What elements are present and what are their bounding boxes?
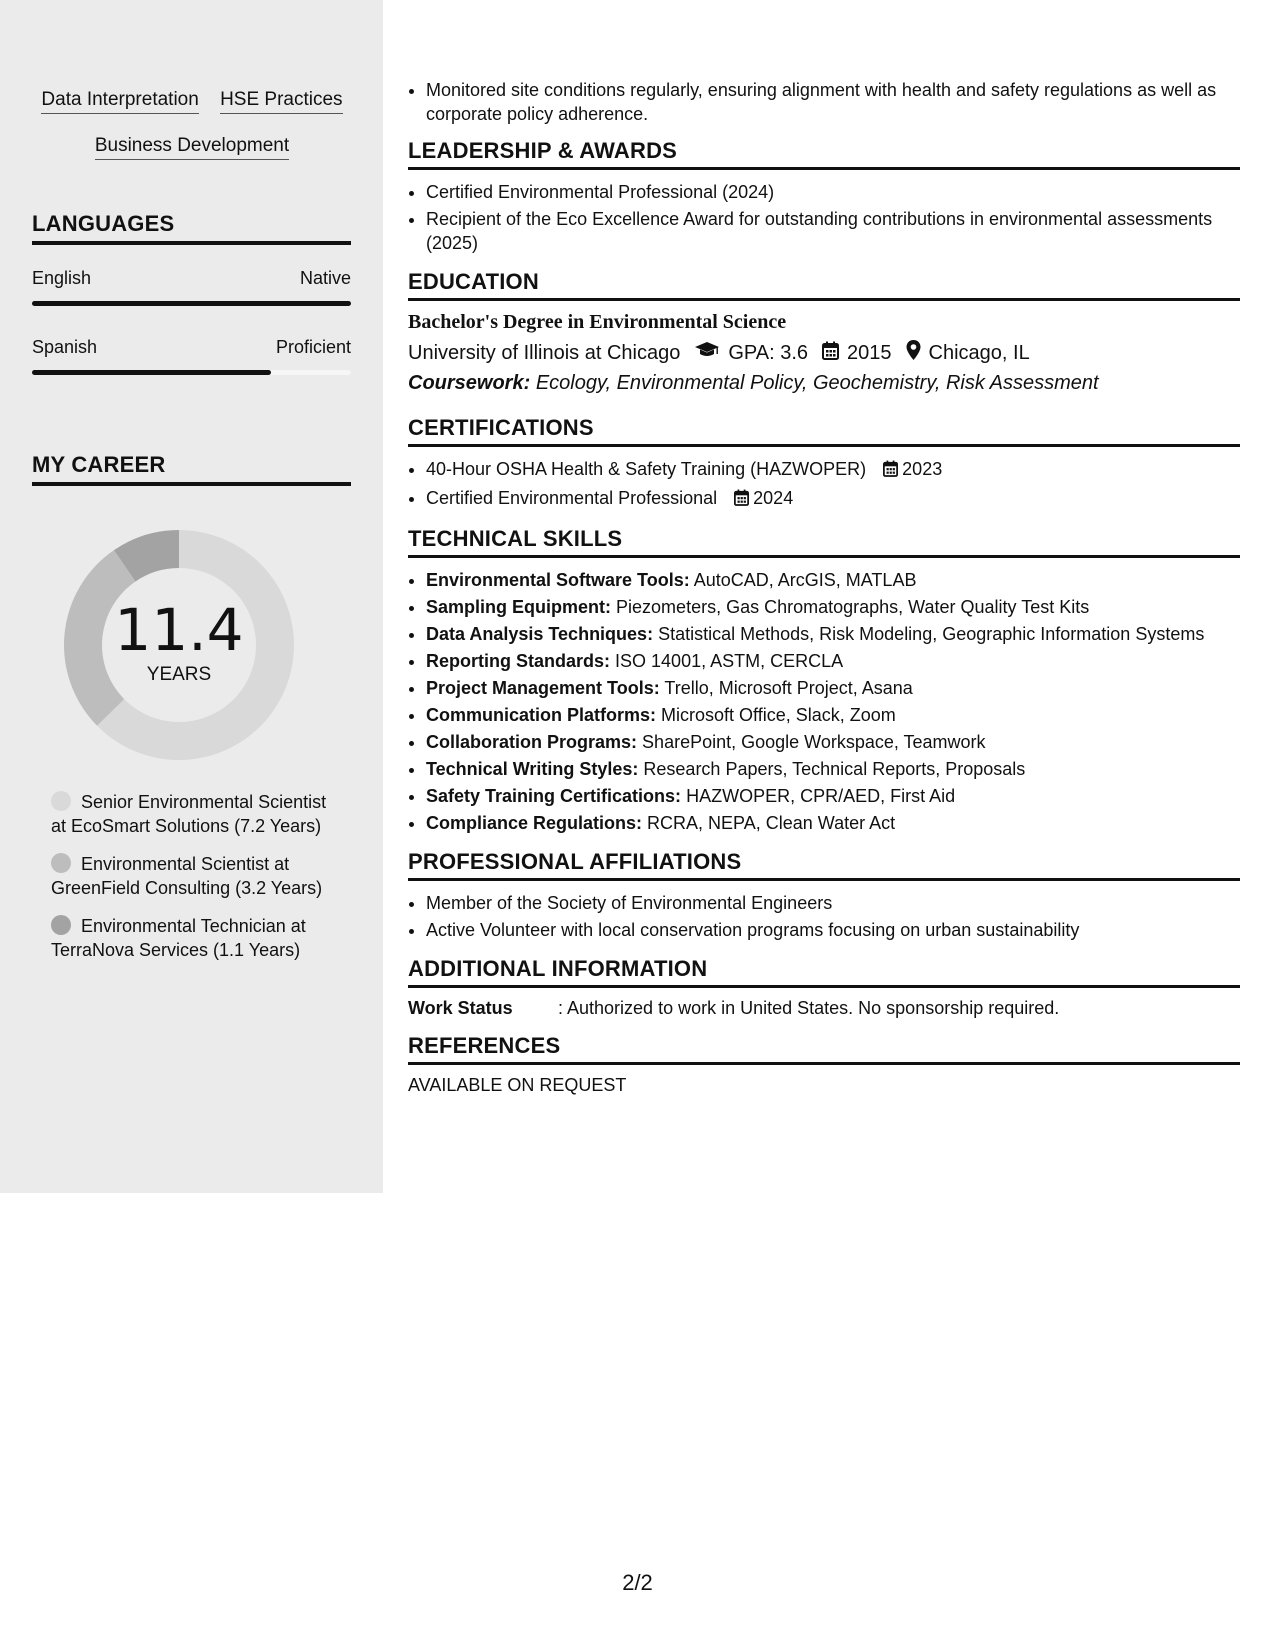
graduation-cap-icon <box>694 341 720 365</box>
calendar-icon <box>822 341 839 366</box>
legend-dot <box>51 853 71 873</box>
skill-label: Compliance Regulations: <box>426 813 643 833</box>
skill-label: Environmental Software Tools: <box>426 570 690 590</box>
education-degree: Bachelor's Degree in Environmental Science <box>408 311 787 333</box>
sidebar <box>0 0 383 1193</box>
page-number: 2/2 <box>622 1570 653 1595</box>
skill-value: RCRA, NEPA, Clean Water Act <box>647 813 896 833</box>
language-bar <box>32 370 351 375</box>
technical-skill <box>426 703 1240 727</box>
language-bar-fill <box>32 301 351 306</box>
language-name: English <box>32 268 92 288</box>
skill-value: AutoCAD, ArcGIS, MATLAB <box>693 570 917 590</box>
skill-value: Trello, Microsoft Project, Asana <box>664 678 913 698</box>
technical-skill <box>426 676 1240 700</box>
skill-value: Piezometers, Gas Chromatographs, Water Quality Test Kits <box>616 597 1090 617</box>
skill-value: Statistical Methods, Risk Modeling, Geographic Information Systems <box>658 624 1205 644</box>
calendar-icon <box>883 459 898 483</box>
skills-tags <box>32 88 352 180</box>
education-heading: EDUCATION <box>408 269 1240 301</box>
career-item <box>51 914 341 962</box>
technical-skill <box>426 622 1240 646</box>
skill-tag: HSE Practices <box>220 88 342 114</box>
skill-label: Reporting Standards: <box>426 651 611 671</box>
skill-label: Safety Training Certifications: <box>426 786 682 806</box>
language-english <box>32 268 351 306</box>
technical-skill <box>426 757 1240 781</box>
career-list <box>51 790 341 976</box>
career-item-label: Environmental Scientist at GreenField Consulting (3.2 Years) <box>51 854 323 898</box>
skill-label: Data Analysis Techniques: <box>426 624 654 644</box>
skill-value: Microsoft Office, Slack, Zoom <box>661 705 896 725</box>
technical-skill <box>426 595 1240 619</box>
language-level: Native <box>299 268 351 288</box>
skill-label: Technical Writing Styles: <box>426 759 639 779</box>
work-status-value: : Authorized to work in United States. No sponsorship required. <box>558 998 1060 1018</box>
skill-value: Research Papers, Technical Reports, Proposals <box>643 759 1026 779</box>
references-text: AVAILABLE ON REQUEST <box>408 1075 627 1095</box>
skill-label: Sampling Equipment: <box>426 597 612 617</box>
map-pin-icon <box>906 340 921 366</box>
skill-value: ISO 14001, ASTM, CERCLA <box>615 651 844 671</box>
affiliation-item: • Active Volunteer with local conservation programs focusing on urban sustainability <box>426 918 1240 942</box>
affiliation-item: • Member of the Society of Environmental Engineers <box>426 891 1240 915</box>
legend-dot <box>51 791 71 811</box>
calendar-icon <box>734 488 749 512</box>
references-heading: REFERENCES <box>408 1033 1240 1065</box>
career-item-label: Senior Environmental Scientist at EcoSmart Solutions (7.2 Years) <box>51 792 327 836</box>
work-status <box>408 998 1240 1019</box>
certification-item <box>426 457 1240 483</box>
experience-bullet: • Monitored site conditions regularly, ensuring alignment with health and safety regulations as well as corporate policy adherence. <box>426 78 1240 126</box>
affiliations-heading: PROFESSIONAL AFFILIATIONS <box>408 849 1240 881</box>
certification-name: Certified Environmental Professional <box>426 488 718 508</box>
technical-skill <box>426 784 1240 808</box>
language-spanish <box>32 337 351 375</box>
career-unit: YEARS <box>146 664 212 685</box>
skill-tag: Business Development <box>95 134 289 160</box>
leadership-item: • Certified Environmental Professional (2024) <box>426 180 1240 204</box>
skill-value: HAZWOPER, CPR/AED, First Aid <box>686 786 956 806</box>
language-name: Spanish <box>32 337 98 357</box>
career-heading: MY CAREER <box>32 452 351 486</box>
technical-skill <box>426 730 1240 754</box>
coursework-label: Coursework: <box>408 372 531 394</box>
technical-skill <box>426 649 1240 673</box>
career-item-label: Environmental Technician at TerraNova Services (1.1 Years) <box>51 916 306 960</box>
technical-skill <box>426 568 1240 592</box>
skill-label: Collaboration Programs: <box>426 732 638 752</box>
certification-year: 2024 <box>753 488 794 508</box>
technical-skill <box>426 811 1240 835</box>
certification-item <box>426 486 1240 512</box>
skill-label: Project Management Tools: <box>426 678 660 698</box>
education-school: University of Illinois at Chicago <box>408 341 681 364</box>
languages-heading: LANGUAGES <box>32 211 351 245</box>
career-item <box>51 790 341 838</box>
career-item <box>51 852 341 900</box>
career-donut <box>64 530 294 760</box>
leadership-heading: LEADERSHIP & AWARDS <box>408 138 1240 170</box>
education-location: Chicago, IL <box>928 341 1030 364</box>
technical-skills-heading: TECHNICAL SKILLS <box>408 526 1240 558</box>
work-status-label: Work Status <box>408 998 513 1018</box>
certifications-heading: CERTIFICATIONS <box>408 415 1240 447</box>
language-level: Proficient <box>275 337 351 357</box>
education-gpa: GPA: 3.6 <box>728 341 809 364</box>
main-content <box>408 78 1240 1096</box>
skill-tag: Data Interpretation <box>41 88 198 114</box>
career-total: 11.4 <box>114 596 244 664</box>
coursework-value: Ecology, Environmental Policy, Geochemistry, Risk Assessment <box>535 372 1099 394</box>
education-year: 2015 <box>847 341 892 364</box>
leadership-item: • Recipient of the Eco Excellence Award for outstanding contributions in environmental assessments (2025) <box>426 207 1240 255</box>
skill-value: SharePoint, Google Workspace, Teamwork <box>642 732 986 752</box>
education-coursework <box>408 372 1240 395</box>
legend-dot <box>51 915 71 935</box>
language-bar <box>32 301 351 306</box>
additional-info-heading: ADDITIONAL INFORMATION <box>408 956 1240 988</box>
certification-year: 2023 <box>902 459 943 479</box>
certification-name: 40-Hour OSHA Health & Safety Training (HAZWOPER) <box>426 459 867 479</box>
skill-label: Communication Platforms: <box>426 705 657 725</box>
language-bar-fill <box>32 370 271 375</box>
education-details <box>408 340 1240 366</box>
